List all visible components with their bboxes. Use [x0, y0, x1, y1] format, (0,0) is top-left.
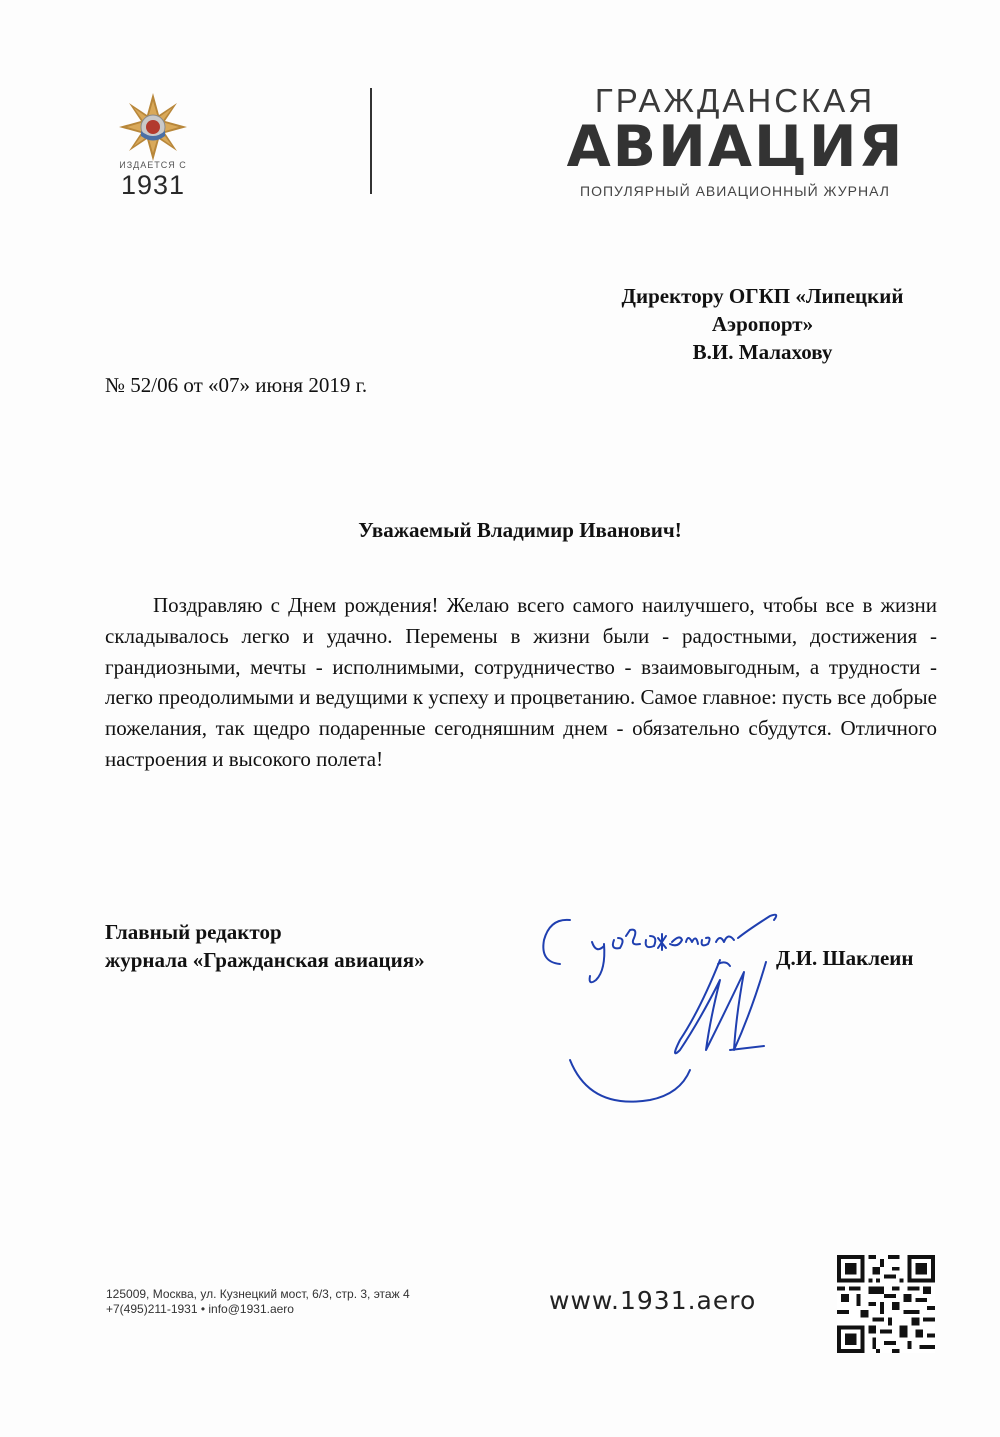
addressee-block	[560, 282, 965, 366]
addressee-line: Аэропорт»	[711, 312, 814, 336]
since-year: 1931	[120, 170, 186, 200]
addressee-line: Директору ОГКП «Липецкий	[621, 284, 904, 308]
reference-number: № 52/06 от «07» июня 2019 г.	[105, 373, 368, 397]
since-label: ИЗДАЕТСЯ С	[119, 160, 187, 170]
logo-tagline: ПОПУЛЯРНЫЙ АВИАЦИОННЫЙ ЖУРНАЛ	[580, 183, 890, 199]
handwritten-signature	[530, 900, 790, 1115]
logo-title-top: ГРАЖДАНСКАЯ	[594, 82, 876, 119]
signer-title	[105, 918, 425, 974]
logo-title-main: АВИАЦИЯ	[566, 114, 905, 180]
letter-body: Поздравляю с Днем рождения! Желаю всего самого наилучшего, чтобы все в жизни складывалось легко и удачно. Перемены в жизни были - радостными, достижения - грандиозными, мечты - исполнимыми, сотрудничество - взаимовыгодным, а трудности - легко преодолимыми и ведущими к успеху и процветанию. Самое главное: пусть все добрые пожелания, так щедро подаренные сегодняшним днем - обязательно сбудутся. Отличного настроения и высокого полета!	[105, 593, 937, 771]
footer-contacts	[106, 1287, 410, 1317]
header-divider	[370, 88, 372, 194]
footer-website[interactable]: www.1931.aero	[549, 1286, 757, 1315]
signer-name: Д.И. Шаклеин	[776, 946, 914, 970]
signer-title-line: Главный редактор	[105, 920, 282, 944]
footer-address-line: 125009, Москва, ул. Кузнецкий мост, 6/3, стр. 3, этаж 4	[106, 1287, 410, 1301]
order-star-icon	[118, 92, 188, 162]
signer-title-line: журнала «Гражданская авиация»	[105, 948, 425, 972]
qr-code-icon	[836, 1255, 936, 1353]
addressee-line: В.И. Малахову	[692, 340, 833, 364]
footer-contact-line: +7(495)211-1931 • info@1931.aero	[106, 1302, 294, 1316]
salutation: Уважаемый Владимир Иванович!	[358, 518, 682, 542]
